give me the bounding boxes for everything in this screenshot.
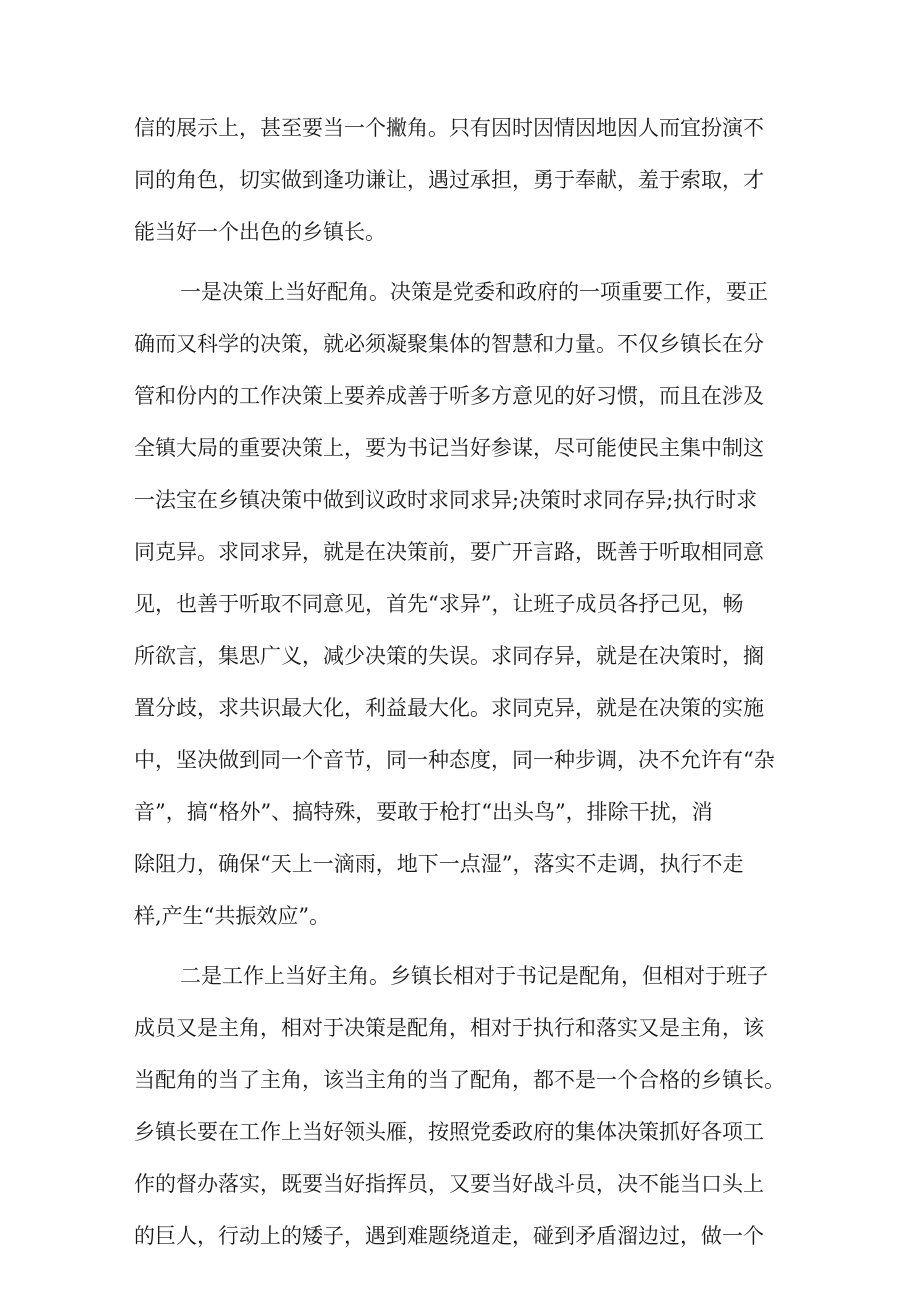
paragraph-3-line-2: 成员又是主角，相对于决策是配角，相对于执行和落实又是主角，该 (134, 1016, 764, 1040)
paragraph-3-line-3: 当配角的当了主角，该当主角的当了配角，都不是一个合格的乡镇长。 (134, 1068, 785, 1092)
paragraph-2-line-7: 见，也善于听取不同意见，首先“求异”，让班子成员各抒己见，畅 (134, 592, 744, 616)
paragraph-2-line-5: 一法宝在乡镇决策中做到议政时求同求异;决策时求同存异;执行时求 (134, 488, 758, 512)
paragraph-3-line-5: 作的督办落实，既要当好指挥员，又要当好战斗员，决不能当口头上 (134, 1172, 764, 1196)
paragraph-2-line-6: 同克异。求同求异，就是在决策前，要广开言路，既善于听取相同意 (134, 540, 764, 564)
paragraph-2-line-8: 所欲言，集思广义，减少决策的失误。求同存异，就是在决策时，搁 (134, 644, 764, 668)
paragraph-2-line-13: 样,产生“共振效应”。 (134, 904, 331, 928)
paragraph-2-line-11: 音”，搞“格外”、搞特殊，要敢于枪打“出头鸟”，排除干扰，消 (134, 800, 713, 824)
paragraph-3-line-4: 乡镇长要在工作上当好领头雁，按照党委政府的集体决策抓好各项工 (134, 1120, 764, 1144)
paragraph-2-line-1: 一是决策上当好配角。决策是党委和政府的一项重要工作，要正 (180, 280, 768, 304)
paragraph-2-line-10: 中，坚决做到同一个音节，同一种态度，同一种步调，决不允许有“杂 (134, 748, 775, 772)
paragraph-2-line-3: 管和份内的工作决策上要养成善于听多方意见的好习惯，而且在涉及 (134, 384, 764, 408)
paragraph-1-line-2: 同的角色，切实做到逢功谦让，遇过承担，勇于奉献，羞于索取，才 (134, 168, 764, 192)
paragraph-3-line-1: 二是工作上当好主角。乡镇长相对于书记是配角，但相对于班子 (180, 964, 768, 988)
paragraph-2-line-2: 确而又科学的决策，就必须凝聚集体的智慧和力量。不仅乡镇长在分 (134, 332, 764, 356)
paragraph-1-line-3: 能当好一个出色的乡镇长。 (134, 220, 386, 244)
paragraph-1-line-1: 信的展示上，甚至要当一个撇角。只有因时因情因地因人而宜扮演不 (134, 116, 764, 140)
paragraph-2-line-9: 置分歧，求共识最大化，利益最大化。求同克异，就是在决策的实施 (134, 696, 764, 720)
paragraph-3-line-6: 的巨人，行动上的矮子，遇到难题绕道走，碰到矛盾溜边过，做一个 (134, 1224, 764, 1248)
paragraph-2-line-4: 全镇大局的重要决策上，要为书记当好参谋，尽可能使民主集中制这 (134, 436, 764, 460)
paragraph-2-line-12: 除阻力，确保“天上一滴雨，地下一点湿”，落实不走调，执行不走 (134, 852, 744, 876)
